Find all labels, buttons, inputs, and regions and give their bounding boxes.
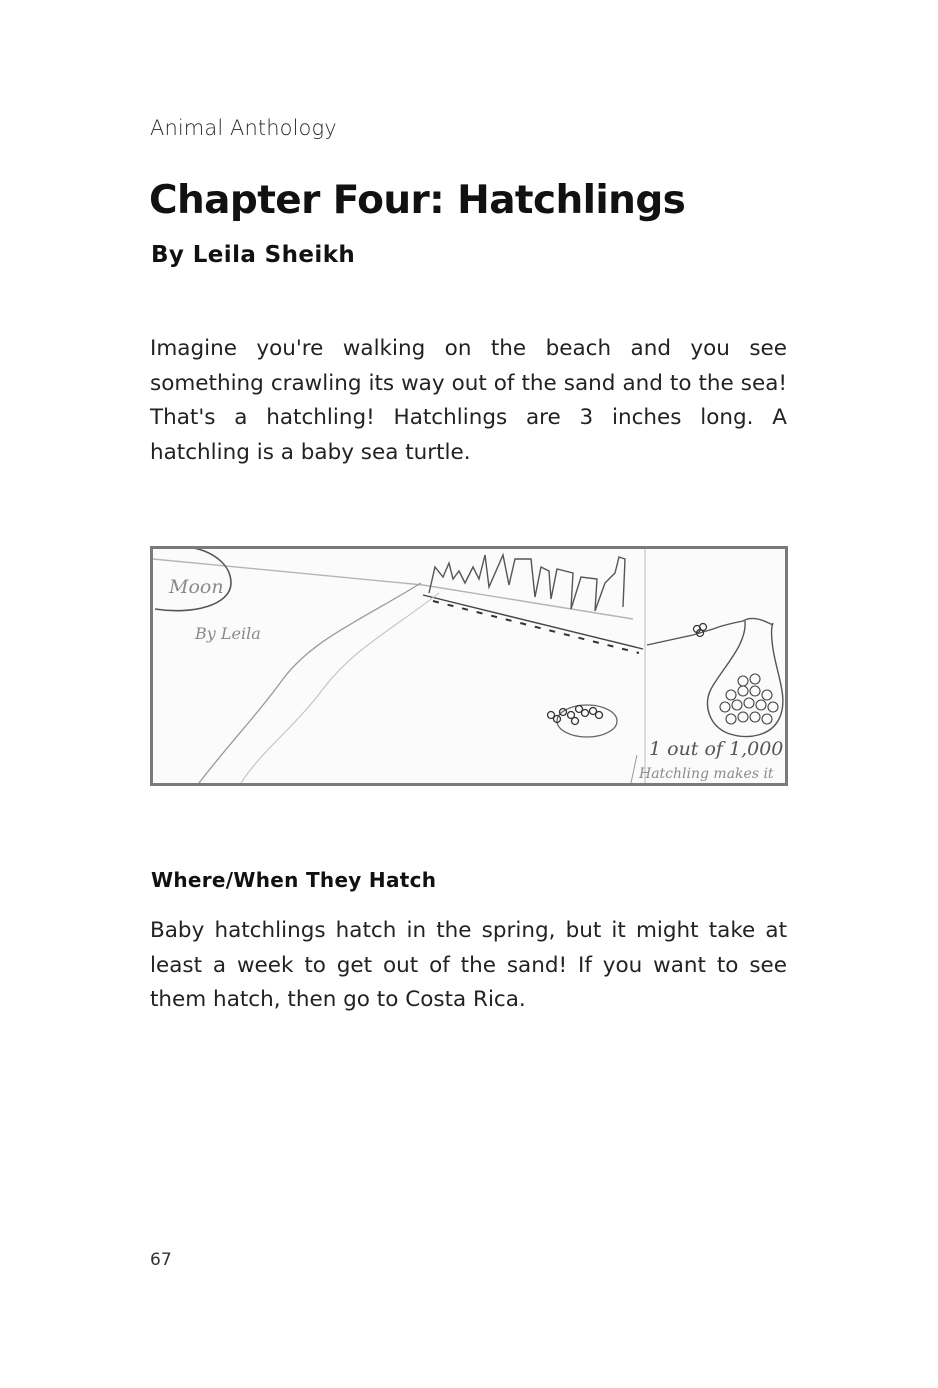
city-skyline xyxy=(429,555,625,611)
chapter-byline: By Leila Sheikh xyxy=(151,242,356,268)
page-number: 67 xyxy=(150,1250,172,1270)
chapter-title: Chapter Four: Hatchlings xyxy=(149,178,686,223)
running-head: Animal Anthology xyxy=(150,116,337,140)
caption-box-edge xyxy=(631,755,637,783)
illustration-drawing xyxy=(153,549,785,783)
trail-line xyxy=(199,583,421,783)
beach-slope xyxy=(647,618,773,645)
caption-line2: Hatchling makes it xyxy=(639,766,774,782)
horizon-line xyxy=(153,559,633,619)
trail-line-2 xyxy=(241,593,439,783)
section-paragraph: Baby hatchlings hatch in the spring, but it might take at least a week to get out of the sand! If you want to see them hatch, then go to Costa Rica. xyxy=(150,918,787,1012)
moon-label: Moon xyxy=(169,576,224,598)
hatchlings-icon xyxy=(548,706,603,725)
shoreline-dots xyxy=(433,601,639,653)
hand-drawn-illustration xyxy=(150,546,788,786)
caption-line1: 1 out of 1,000 xyxy=(649,738,784,760)
eggs-icon xyxy=(720,674,778,724)
section-heading: Where/When They Hatch xyxy=(151,868,437,892)
intro-paragraph: Imagine you're walking on the beach and you see something crawling its way out of the sand and to the sea! That's a hatchling! Hatchlings are 3 inches long. A hatchling is a baby sea turtle. xyxy=(150,336,787,465)
author-label: By Leila xyxy=(195,624,261,643)
